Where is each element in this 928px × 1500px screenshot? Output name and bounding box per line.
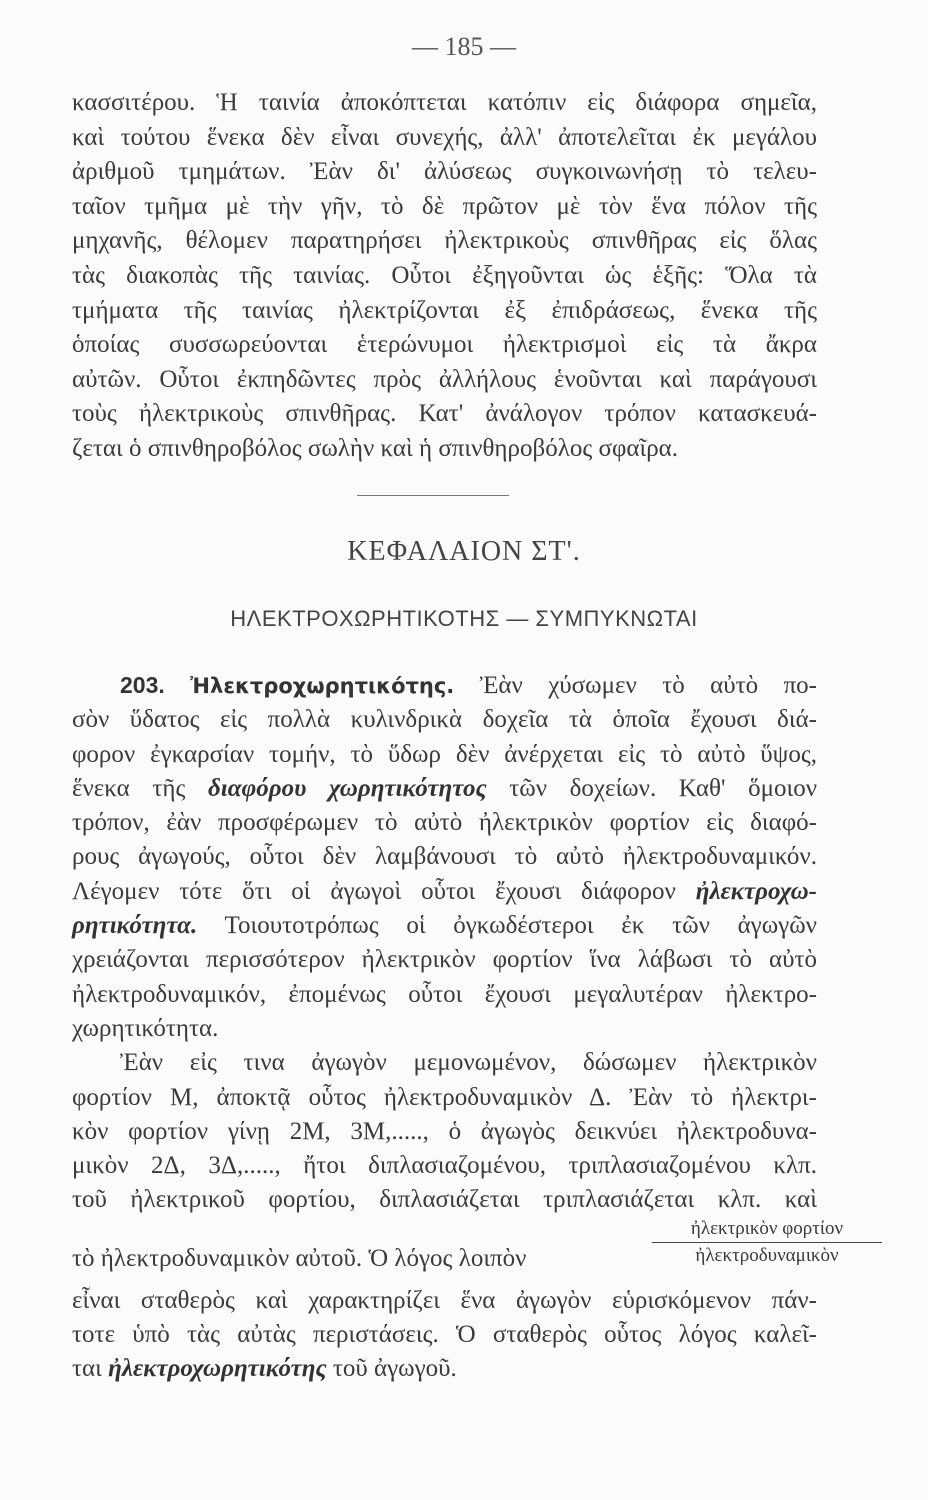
text-line: τρόπον, ἐὰν προσφέρωμεν τὸ αὐτὸ ἠλεκτρικὸν φορτίον εἰς διαφό- <box>72 809 817 837</box>
text-line: ἠλεκτροδυναμικόν, ἐπομένως οὗτοι ἔχουσι μεγαλυτέραν ἠλεκτρο- <box>72 980 817 1008</box>
emphasized-term: διαφόρου χωρητικότητος <box>207 774 487 802</box>
text-line: ἀριθμοῦ τμημάτων. Ἐὰν δι' ἀλύσεως συγκοινωνήσῃ τὸ τελευ- <box>72 158 817 186</box>
fraction-numerator: ἠλεκτρικὸν φορτίον <box>652 1218 882 1243</box>
text-line: ὁποίας συσσωρεύονται ἑτερώνυμοι ἠλεκτρισμοὶ εἰς τὰ ἄκρα <box>72 331 817 359</box>
text-line <box>72 875 817 909</box>
text-line: κὸν φορτίον γίνῃ 2Μ, 3Μ,....., ὁ ἀγωγὸς δεικνύει ἠλεκτροδυνα- <box>72 1117 817 1145</box>
text-line: σὸν ὕδατος εἰς πολλὰ κυλινδρικὰ δοχεῖα τὰ ὁποῖα ἔχουσι διά- <box>72 706 817 734</box>
section-heading: Ἠλεκτροχωρητικότης. <box>190 674 455 698</box>
text-line: τοτε ὑπὸ τὰς αὐτὰς περιστάσεις. Ὁ σταθερὸς οὗτος λόγος καλεῖ- <box>72 1321 817 1349</box>
emphasized-term: ἠλεκτροχωρητικότης <box>108 1355 327 1383</box>
text-line: τοῦ ἠλεκτρικοῦ φορτίου, διπλασιάζεται τριπλασιάζεται κλπ. καὶ <box>72 1186 817 1214</box>
section-divider <box>357 495 509 496</box>
section-number: 203. <box>120 672 165 698</box>
text-line: μηχανῆς, θέλομεν παρατηρήσει ἠλεκτρικοὺς σπινθῆρας εἰς ὅλας <box>72 227 817 255</box>
text-line: ζεται ὁ σπινθηροβόλος σωλὴν καὶ ἡ σπινθηροβόλος σφαῖρα. <box>72 434 679 462</box>
chapter-title: ΚΕΦΑΛΑΙΟΝ ΣΤ'. <box>347 536 581 567</box>
top-paragraph <box>72 86 817 467</box>
text-line: φορτίον Μ, ἀποκτᾷ οὗτος ἠλεκτροδυναμικὸν Δ. Ἐὰν τὸ ἠλεκτρι- <box>72 1083 817 1111</box>
text-span: ται <box>72 1355 102 1383</box>
text-line: μικὸν 2Δ, 3Δ,....., ἤτοι διπλασιαζομένου, τριπλασιαζομένου κλπ. <box>72 1152 817 1180</box>
fraction-line <box>72 1217 844 1276</box>
text-line: φορον ἐγκαρσίαν τομήν, τὸ ὕδωρ δὲν ἀνέρχεται εἰς τὸ αὐτὸ ὕψος, <box>72 740 817 768</box>
text-line: αὐτῶν. Οὗτοι ἐκπηδῶντες πρὸς ἀλλήλους ἑνοῦνται καὶ παράγουσι <box>72 365 817 393</box>
ratio-fraction <box>652 1218 882 1267</box>
text-line: καὶ τούτου ἕνεκα δὲν εἶναι συνεχής, ἀλλ' ἀποτελεῖται ἐκ μεγάλου <box>72 123 817 151</box>
text-span: ἕνεκα τῆς <box>72 774 186 802</box>
text-line: εἶναι σταθερὸς καὶ χαρακτηρίζει ἕνα ἀγωγὸν εὑρισκόμενον πάν- <box>72 1286 817 1314</box>
text-line: κασσιτέρου. Ἡ ταινία ἀποκόπτεται κατόπιν εἰς διάφορα σημεῖα, <box>72 89 817 116</box>
text-span: Ἐὰν χύσωμεν τὸ αὐτὸ πο- <box>479 672 818 699</box>
emphasized-term: ἠλεκτροχω- <box>695 877 818 905</box>
text-line: τοὺς ἠλεκτρικοὺς σπινθῆρας. Κατ' ἀνάλογον τρόπον κατασκευά- <box>72 400 817 428</box>
text-line: χρειάζονται περισσότερον ἠλεκτρικὸν φορτίον ἵνα λάβωσι τὸ αὐτὸ <box>72 946 817 974</box>
text-line: χωρητικότητα. <box>72 1014 219 1042</box>
fraction-denominator: ἠλεκτροδυναμικὸν <box>695 1244 839 1266</box>
text-span: τῶν δοχείων. Καθ' ὅμοιον <box>509 774 817 802</box>
section-203 <box>72 668 844 1387</box>
text-span: Τοιουτοτρόπως οἱ ὀγκωδέστεροι ἐκ τῶν ἀγωγῶν <box>224 912 817 940</box>
text-line: τὰς διακοπὰς τῆς ταινίας. Οὗτοι ἐξηγοῦνται ὡς ἑξῆς: Ὅλα τὰ <box>72 261 817 289</box>
text-span: τοῦ ἀγωγοῦ. <box>332 1355 457 1383</box>
text-span: τὸ ἠλεκτροδυναμικὸν αὐτοῦ. Ὁ λόγος λοιπὸν <box>72 1244 527 1272</box>
chapter-subtitle: ΗΛΕΚΤΡΟΧΩΡΗΤΙΚΟΤΗΣ — ΣΥΜΠΥΚΝΩΤΑΙ <box>230 606 698 631</box>
section-heading-line <box>72 668 817 703</box>
page-number: — 185 — <box>412 32 516 61</box>
emphasized-term: ρητικότητα. <box>72 912 198 940</box>
text-line: ρους ἀγωγούς, οὗτοι δὲν λαμβάνουσι τὸ αὐτὸ ἠλεκτροδυναμικόν. <box>72 843 817 871</box>
text-line <box>72 1352 817 1386</box>
text-line <box>72 909 817 943</box>
text-span: Λέγομεν τότε ὅτι οἱ ἀγωγοὶ οὗτοι ἔχουσι διάφορον <box>72 877 676 905</box>
text-line: Ἐὰν εἰς τινα ἀγωγὸν μεμονωμένον, δώσωμεν ἠλεκτρικὸν <box>120 1049 817 1077</box>
text-line: ταῖον τμῆμα μὲ τὴν γῆν, τὸ δὲ πρῶτον μὲ τὸν ἕνα πόλον τῆς <box>72 192 817 220</box>
text-line: τμήματα τῆς ταινίας ἠλεκτρίζονται ἐξ ἐπιδράσεως, ἕνεκα τῆς <box>72 296 817 324</box>
text-line <box>72 772 817 806</box>
